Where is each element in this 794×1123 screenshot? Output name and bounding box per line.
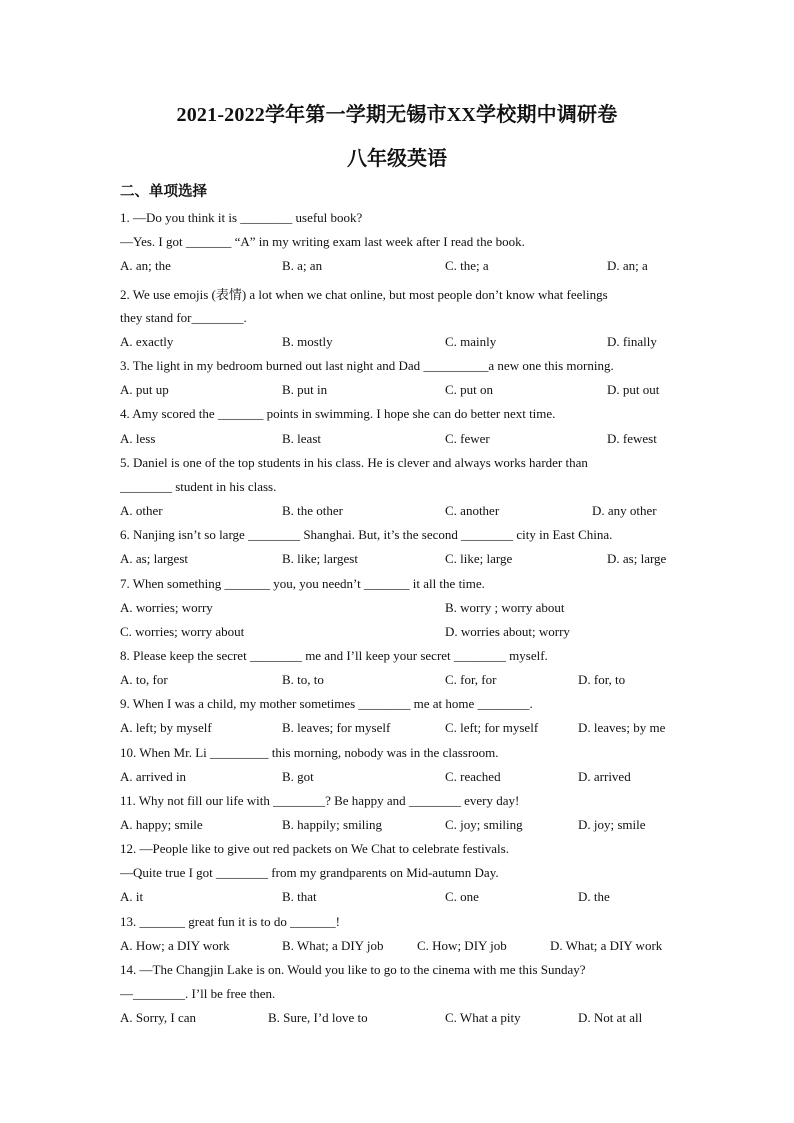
question-13-option-c: C. How; DIY job: [417, 938, 507, 953]
question-4-option-a: A. less: [120, 431, 156, 446]
question-4-option-c: C. fewer: [445, 431, 490, 446]
question-13-option-b: B. What; a DIY job: [282, 938, 384, 953]
question-9-option-a: A. left; by myself: [120, 720, 212, 735]
question-10-option-d: D. arrived: [578, 769, 631, 784]
exam-subtitle: 八年级英语: [347, 148, 447, 170]
question-7-option-c: C. worries; worry about: [120, 624, 245, 639]
question-11-option-d: D. joy; smile: [578, 817, 646, 832]
question-13-text: 13. _______ great fun it is to do _______!: [120, 914, 340, 929]
question-2-option-c: C. mainly: [445, 334, 497, 349]
question-10-text: 10. When Mr. Li _________ this morning, nobody was in the classroom.: [120, 745, 499, 760]
question-7-option-d: D. worries about; worry: [445, 624, 570, 639]
question-4-option-b: B. least: [282, 431, 321, 446]
question-1-text: 1. —Do you think it is ________ useful book?: [120, 210, 363, 225]
question-14-option-b: B. Sure, I’d love to: [268, 1010, 368, 1025]
question-6-text: 6. Nanjing isn’t so large ________ Shanghai. But, it’s the second ________ city in East China.: [120, 527, 613, 542]
question-3-option-c: C. put on: [445, 382, 494, 397]
question-10-option-c: C. reached: [445, 769, 501, 784]
question-5-text: ________ student in his class.: [120, 479, 277, 494]
question-14-text: 14. —The Changjin Lake is on. Would you like to go to the cinema with me this Sunday?: [120, 962, 586, 977]
question-2-text: they stand for________.: [120, 310, 247, 325]
section-heading: 二、单项选择: [120, 184, 207, 200]
question-11-option-b: B. happily; smiling: [282, 817, 383, 832]
question-12-text: 12. —People like to give out red packets on We Chat to celebrate festivals.: [120, 841, 509, 856]
question-2-option-d: D. finally: [607, 334, 657, 349]
question-14-option-d: D. Not at all: [578, 1010, 643, 1025]
question-9-text: 9. When I was a child, my mother sometimes ________ me at home ________.: [120, 696, 533, 711]
question-14-option-a: A. Sorry, I can: [120, 1010, 197, 1025]
question-3-option-a: A. put up: [120, 382, 169, 397]
question-2-option-b: B. mostly: [282, 334, 333, 349]
question-9-option-d: D. leaves; by me: [578, 720, 666, 735]
question-14-text: —________. I’ll be free then.: [120, 986, 276, 1001]
question-3-text: 3. The light in my bedroom burned out last night and Dad __________a new one this morning.: [120, 358, 614, 373]
question-8-option-d: D. for, to: [578, 672, 626, 687]
question-3-option-d: D. put out: [607, 382, 660, 397]
question-4-option-d: D. fewest: [607, 431, 657, 446]
question-1-option-a: A. an; the: [120, 258, 171, 273]
question-3-option-b: B. put in: [282, 382, 328, 397]
question-11-text: 11. Why not fill our life with ________? Be happy and ________ every day!: [120, 793, 520, 808]
question-7-text: 7. When something _______ you, you needn’t _______ it all the time.: [120, 576, 485, 591]
question-5-option-a: A. other: [120, 503, 163, 518]
question-8-option-a: A. to, for: [120, 672, 168, 687]
question-11-option-c: C. joy; smiling: [445, 817, 523, 832]
question-1-option-d: D. an; a: [607, 258, 648, 273]
question-12-option-a: A. it: [120, 889, 144, 904]
question-12-option-c: C. one: [445, 889, 479, 904]
question-12-option-b: B. that: [282, 889, 317, 904]
question-8-option-b: B. to, to: [282, 672, 324, 687]
question-5-option-c: C. another: [445, 503, 500, 518]
question-2-option-a: A. exactly: [120, 334, 174, 349]
question-1-text: —Yes. I got _______ “A” in my writing exam last week after I read the book.: [120, 234, 525, 249]
question-5-option-b: B. the other: [282, 503, 344, 518]
question-5-option-d: D. any other: [592, 503, 657, 518]
question-6-option-c: C. like; large: [445, 551, 513, 566]
question-9-option-c: C. left; for myself: [445, 720, 539, 735]
question-6-option-d: D. as; large: [607, 551, 667, 566]
question-10-option-a: A. arrived in: [120, 769, 187, 784]
question-8-option-c: C. for, for: [445, 672, 497, 687]
question-8-text: 8. Please keep the secret ________ me and I’ll keep your secret ________ myself.: [120, 648, 548, 663]
question-7-option-b: B. worry ; worry about: [445, 600, 565, 615]
question-12-text: —Quite true I got ________ from my grandparents on Mid-autumn Day.: [120, 865, 499, 880]
question-10-option-b: B. got: [282, 769, 314, 784]
question-14-option-c: C. What a pity: [445, 1010, 521, 1025]
question-6-option-a: A. as; largest: [120, 551, 188, 566]
question-1-option-c: C. the; a: [445, 258, 489, 273]
question-5-text: 5. Daniel is one of the top students in his class. He is clever and always works harder than: [120, 455, 588, 470]
question-6-option-b: B. like; largest: [282, 551, 358, 566]
question-9-option-b: B. leaves; for myself: [282, 720, 391, 735]
question-2-text: 2. We use emojis (表情) a lot when we chat online, but most people don’t know what feelings: [120, 287, 608, 302]
question-12-option-d: D. the: [578, 889, 610, 904]
question-11-option-a: A. happy; smile: [120, 817, 203, 832]
exam-title: 2021-2022学年第一学期无锡市XX学校期中调研卷: [176, 104, 618, 126]
question-13-option-a: A. How; a DIY work: [120, 938, 230, 953]
question-7-option-a: A. worries; worry: [120, 600, 213, 615]
question-4-text: 4. Amy scored the _______ points in swimming. I hope she can do better next time.: [120, 406, 556, 421]
question-13-option-d: D. What; a DIY work: [550, 938, 663, 953]
question-1-option-b: B. a; an: [282, 258, 323, 273]
